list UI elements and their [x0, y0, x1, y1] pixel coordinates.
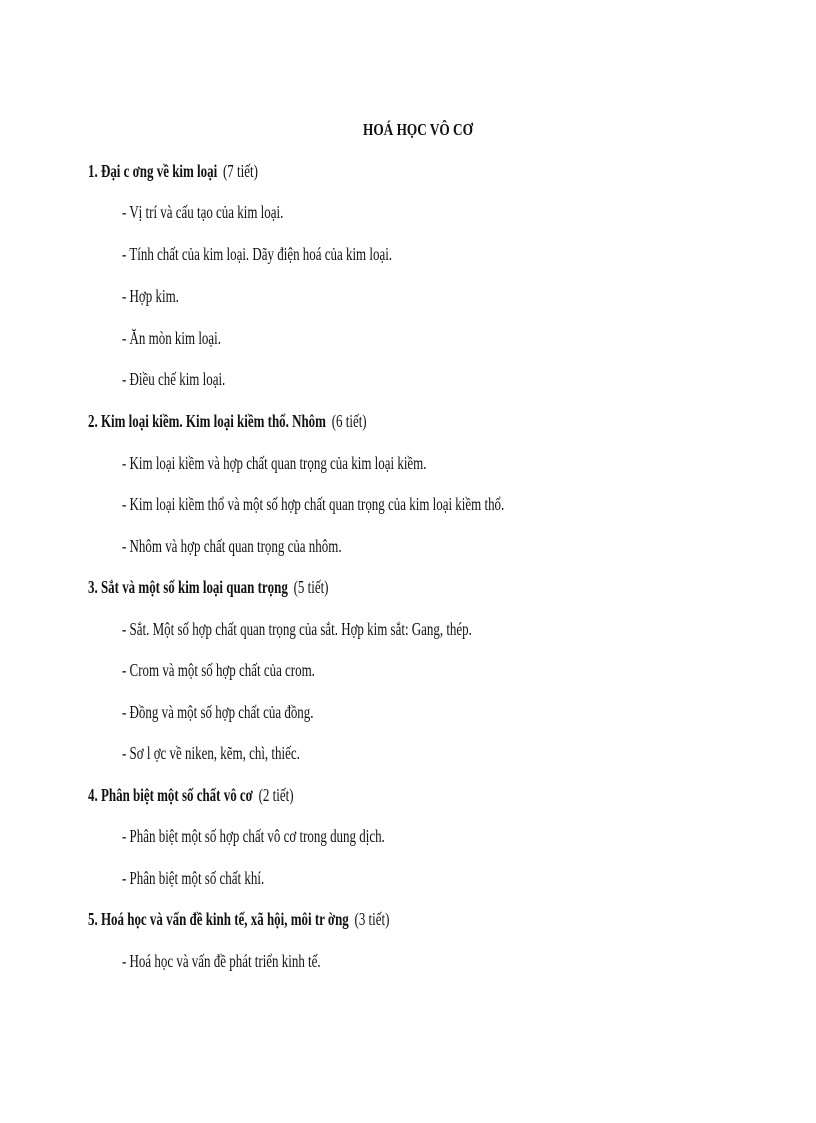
section-heading-1 — [88, 160, 258, 182]
list-item: - Hoá học và vấn đề phát triển kinh tế. — [122, 951, 321, 971]
list-item: - Ăn mòn kim loại. — [122, 328, 221, 348]
list-item: - Nhôm và hợp chất quan trọng của nhôm. — [122, 536, 342, 556]
section-heading-5 — [88, 908, 389, 930]
list-item: - Đồng và một số hợp chất của đồng. — [122, 702, 314, 722]
section-title: 3. Sắt và một số kim loại quan trọng — [88, 577, 288, 597]
section-title: 5. Hoá học và vấn đề kinh tế, xã hội, môi tr ờng — [88, 909, 349, 929]
section-lessons: (3 tiết) — [354, 909, 390, 929]
section-lessons: (6 tiết) — [331, 411, 367, 431]
list-item: - Hợp kim. — [122, 286, 179, 306]
list-item: - Sắt. Một số hợp chất quan trọng của sắt. Hợp kim sắt: Gang, thép. — [122, 619, 472, 639]
list-item: - Phân biệt một số chất khí. — [122, 868, 265, 888]
list-item: - Tính chất của kim loại. Dãy điện hoá của kim loại. — [122, 244, 393, 264]
list-item: - Sơ l ợc về niken, kẽm, chì, thiếc. — [122, 743, 300, 763]
section-heading-4 — [88, 784, 294, 806]
section-title: 1. Đại c ơng về kim loại — [88, 161, 218, 181]
document-title: HOÁ HỌC VÔ CƠ — [363, 120, 473, 139]
section-heading-3 — [88, 576, 329, 598]
section-heading-2 — [88, 410, 367, 432]
section-lessons: (5 tiết) — [293, 577, 329, 597]
list-item: - Vị trí và cấu tạo của kim loại. — [122, 202, 284, 222]
section-title: 2. Kim loại kiềm. Kim loại kiềm thổ. Nhôm — [88, 411, 326, 431]
list-item: - Phân biệt một số hợp chất vô cơ trong dung dịch. — [122, 826, 385, 846]
section-lessons: (7 tiết) — [222, 161, 258, 181]
list-item: - Crom và một số hợp chất của crom. — [122, 660, 315, 680]
section-lessons: (2 tiết) — [258, 785, 294, 805]
section-title: 4. Phân biệt một số chất vô cơ — [88, 785, 253, 805]
list-item: - Kim loại kiềm và hợp chất quan trọng của kim loại kiềm. — [122, 453, 427, 473]
list-item: - Kim loại kiềm thổ và một số hợp chất quan trọng của kim loại kiềm thổ. — [122, 494, 505, 514]
list-item: - Điều chế kim loại. — [122, 369, 226, 389]
